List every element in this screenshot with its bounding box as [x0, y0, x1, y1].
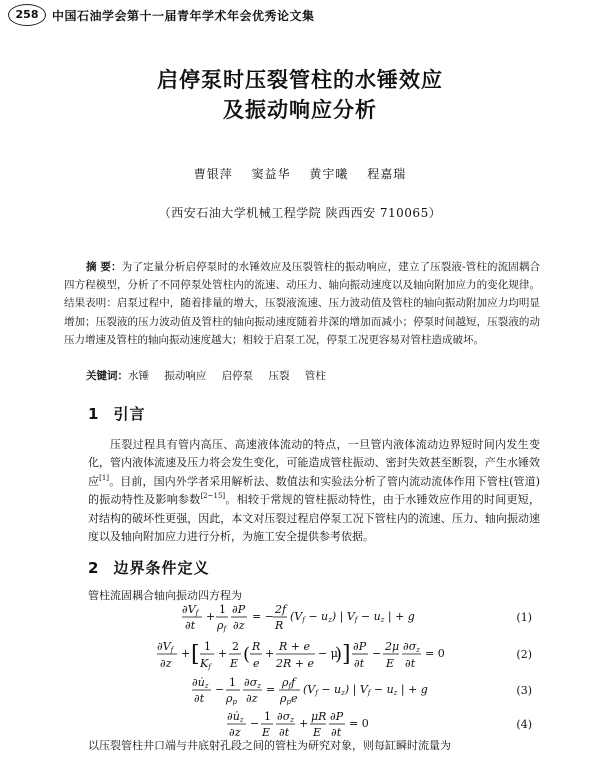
section-2-number: 2 [88, 559, 100, 577]
svg-text:(: ( [243, 644, 251, 665]
svg-text:1: 1 [229, 676, 236, 689]
svg-text:∂P: ∂P [232, 603, 246, 616]
svg-text:= 0: = 0 [349, 717, 369, 730]
svg-text:μR: μR [311, 710, 327, 723]
svg-text:e: e [253, 657, 260, 670]
svg-text:−: − [215, 683, 225, 696]
equation-3-number: (3) [516, 684, 532, 697]
svg-text:]: ] [342, 642, 351, 667]
svg-text:E: E [230, 657, 239, 670]
svg-text:∂σz: ∂σz [277, 710, 294, 724]
page-number: 258 [8, 4, 46, 26]
svg-text:[: [ [191, 642, 200, 667]
keywords-label: 关键词： [86, 370, 128, 382]
svg-text:1: 1 [264, 710, 271, 723]
svg-text:∂t: ∂t [405, 657, 416, 670]
journal-name: 中国石油学会第十一届青年学术年会优秀论文集 [52, 9, 315, 23]
svg-text:ρff: ρff [282, 676, 296, 690]
abstract [64, 258, 540, 349]
svg-text:∂u̇z: ∂u̇z [192, 676, 209, 690]
equation-3 [190, 674, 480, 708]
svg-text:2: 2 [232, 640, 239, 653]
svg-text:2μ: 2μ [385, 640, 400, 653]
equation-2-number: (2) [516, 648, 532, 661]
svg-text:− μ: − μ [318, 647, 338, 660]
svg-text:+: + [206, 610, 216, 623]
equation-1 [180, 601, 480, 633]
svg-text:2R + e: 2R + e [276, 657, 315, 670]
svg-text:∂σz: ∂σz [244, 676, 261, 690]
affiliation: （西安石油大学机械工程学院 陕西西安 710065） [158, 206, 442, 220]
keywords-text: 水锤 振动响应 启停泵 压裂 管柱 [128, 370, 326, 382]
svg-text:ρpe: ρpe [280, 692, 298, 706]
svg-text:1: 1 [204, 640, 211, 653]
citation-1: [1] [99, 473, 110, 482]
svg-text:2f: 2f [275, 603, 287, 616]
svg-text:∂P: ∂P [330, 710, 344, 723]
section-1-number: 1 [88, 405, 100, 423]
svg-text:Kf: Kf [200, 657, 211, 671]
equation-1-number: (1) [516, 611, 532, 624]
svg-text:∂t: ∂t [354, 657, 365, 670]
svg-text:E: E [313, 726, 322, 739]
intro-text-c: 。相较于常规的管柱振动特性，由于水锤效应作用的时间更短，对结构的破坏性更强，因此，本文对压裂过程启停泵工况下管柱内的流速、压力、轴向振动速度以及轴向附加应力进行分析，为施工安全提供参考依据。 [88, 493, 541, 544]
svg-text:ρp: ρp [226, 692, 237, 706]
svg-text:+: + [218, 647, 228, 660]
svg-text:∂t: ∂t [194, 692, 205, 705]
svg-text:∂t: ∂t [185, 619, 196, 632]
svg-text:): ) [335, 644, 343, 665]
svg-text:ρf: ρf [217, 619, 227, 633]
svg-text:R + e: R + e [279, 640, 311, 653]
section-1-paragraph [88, 436, 540, 546]
svg-text:−: − [372, 647, 382, 660]
svg-text:E: E [262, 726, 271, 739]
svg-text:∂z: ∂z [246, 692, 258, 705]
svg-text:+: + [299, 717, 309, 730]
equation-4 [225, 708, 425, 740]
svg-text:∂t: ∂t [279, 726, 290, 739]
authors: 曹银萍 窦益华 黄宇曦 程嘉瑞 [193, 167, 407, 181]
equation-2 [155, 637, 485, 673]
citation-2: [2~15] [200, 492, 226, 501]
paper-title-line1: 启停泵时压裂管柱的水锤效应 [157, 68, 443, 92]
svg-text:R: R [275, 619, 284, 632]
svg-text:= 0: = 0 [425, 647, 445, 660]
svg-text:+: + [181, 647, 191, 660]
paper-title-line2: 及振动响应分析 [223, 98, 377, 122]
section-2-heading [88, 557, 209, 578]
svg-text:1: 1 [219, 603, 226, 616]
svg-text:(Vf − uz) | Vf − uz | + g: (Vf − uz) | Vf − uz | + g [290, 610, 415, 624]
svg-text:−: − [250, 717, 260, 730]
svg-text:∂σz: ∂σz [403, 640, 420, 654]
svg-text:∂u̇z: ∂u̇z [227, 710, 244, 724]
svg-text:∂Vf: ∂Vf [182, 603, 199, 617]
section-2-intro: 管柱流固耦合轴向振动四方程为 [88, 589, 242, 602]
intro-text-a: 压裂过程具有管内高压、高速液体流动的特点，一旦管内液体流动边界短时间内发生变化，管内液体流速及压力将会发生变化，可能造成管柱振动、密封失效甚至断裂，产生水锤效应 [88, 438, 540, 488]
svg-text:=: = [266, 683, 276, 696]
abstract-label: 摘 要： [86, 261, 122, 273]
svg-text:∂z: ∂z [160, 657, 172, 670]
section-1-title: 引言 [113, 405, 146, 423]
abstract-text: 为了定量分析启停泵时的水锤效应及压裂管柱的振动响应，建立了压裂液-管柱的流固耦合四方程模型，分析了不同停泵处管柱内的流速、动压力、轴向振动速度以及轴向附加应力的变化规律。结果表明：启泵过程中，随着排量的增大，压裂液流速、压力波动值及管柱的轴向振动附加应力均明显增加；压裂液的压力波动值及管柱的轴向振动速度随着井深的增加而减小；停泵时间越短，压裂液的动压力增速及管柱的轴向振动速度越大；相较于启泵工况，停泵工况更容易对管柱造成破坏。 [64, 261, 541, 346]
svg-text:E: E [386, 657, 395, 670]
intro-text-b: 。目前，国内外学者采用解析法、数值法和实验法分析了管内流动流体作用下管柱(管道)的振动特性及影响参数 [88, 474, 540, 507]
svg-text:(Vf − uz) | Vf − uz | + g: (Vf − uz) | Vf − uz | + g [303, 683, 428, 697]
equation-4-number: (4) [516, 718, 532, 731]
svg-text:= −: = − [252, 610, 274, 623]
section-2-title: 边界条件定义 [113, 559, 210, 577]
section-1-heading [88, 403, 145, 424]
svg-text:∂z: ∂z [229, 726, 241, 739]
keywords [86, 368, 540, 383]
svg-text:R: R [252, 640, 261, 653]
svg-text:∂Vf: ∂Vf [157, 640, 174, 654]
section-2-tail: 以压裂管柱井口端与井底射孔段之间的管柱为研究对象，则每缸瞬时流量为 [88, 739, 451, 752]
svg-text:∂t: ∂t [331, 726, 342, 739]
svg-text:∂P: ∂P [353, 640, 367, 653]
svg-text:+: + [265, 647, 275, 660]
running-header [8, 4, 590, 26]
svg-text:∂z: ∂z [233, 619, 245, 632]
